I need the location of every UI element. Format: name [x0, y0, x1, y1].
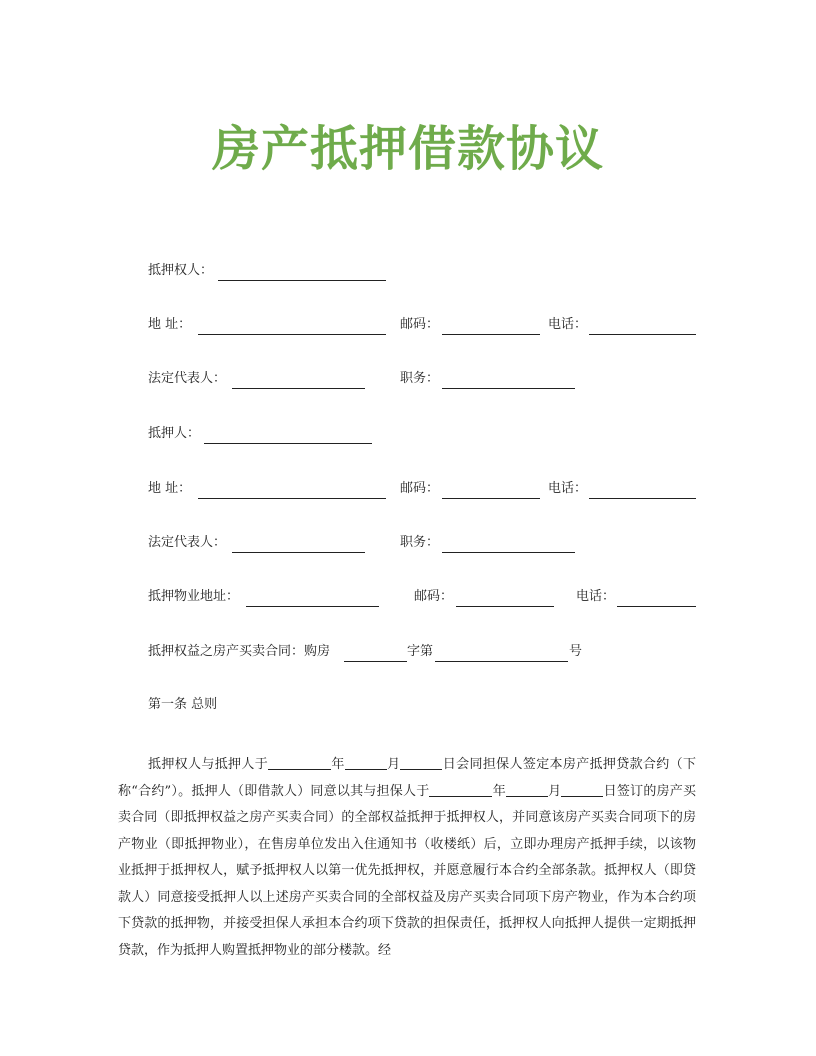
contract-row [148, 642, 708, 662]
mortgagee-position-blank[interactable] [442, 388, 575, 389]
mortgagee-postcode-label: 邮码： [400, 317, 440, 332]
property-address-row [148, 587, 708, 607]
article1-text-3: 月 [386, 757, 401, 772]
mortgagor-postcode-label: 邮码： [400, 481, 440, 496]
article1-text-6: 月 [547, 783, 562, 799]
article1-text-2: 年 [331, 757, 345, 772]
agreement-day-blank[interactable] [400, 755, 442, 770]
agreement-year-blank[interactable] [268, 755, 331, 770]
mortgagor-postcode-blank[interactable] [442, 498, 540, 499]
mortgagor-position-label: 职务： [400, 535, 440, 550]
mortgagee-address-row [148, 315, 708, 335]
article1-text-1: 抵押权人与抵押人于 [148, 757, 269, 772]
mortgagor-rep-blank[interactable] [232, 552, 365, 553]
article1-body [118, 752, 696, 964]
mortgagor-position-blank[interactable] [442, 552, 575, 553]
mortgagee-phone-label: 电话： [548, 317, 588, 332]
agreement-month-blank[interactable] [345, 755, 387, 770]
mortgagee-name-label: 抵押权人： [148, 263, 214, 278]
article1-text-5: 年 [492, 783, 506, 799]
mortgagee-position-label: 职务： [400, 371, 440, 386]
contract-label: 抵押权益之房产买卖合同：购房 [148, 644, 331, 659]
property-address-label: 抵押物业地址： [148, 589, 240, 604]
property-postcode-label: 邮码： [414, 589, 454, 604]
mortgagee-rep-blank[interactable] [232, 388, 365, 389]
property-phone-label: 电话： [576, 589, 616, 604]
purchase-month-blank[interactable] [506, 782, 548, 797]
mortgagee-name-blank[interactable] [218, 280, 386, 281]
mortgagor-address-blank[interactable] [198, 498, 386, 499]
article1-text-7: 日签订的房产买卖合同（即抵押权益之房产买卖合同）的全部权益抵押于抵押权人，并同意该房产买卖合同项下的房产物业（即抵押物业），在售房单位发出入住通知书（收楼纸）后，立即办理房产抵押手续，以该物业抵押于抵押权人，赋予抵押权人以第一优先抵押权，并愿意履行本合约全部条款。抵押权人（即贷款人）同意接受抵押人以上述房产买卖合同的全部权益及房产买卖合同项下房产物业，作为本合约项下贷款的抵押物，并接受担保人承担本合约项下贷款的担保责任，抵押权人向抵押人提供一定期抵押贷款，作为抵押人购置抵押物业的部分楼款。经 [118, 783, 696, 958]
mortgagor-name-label: 抵押人： [148, 426, 201, 441]
contract-end: 号 [569, 644, 583, 659]
mortgagor-phone-label: 电话： [548, 481, 588, 496]
mortgagor-phone-blank[interactable] [589, 498, 696, 499]
article1-text-4: 日会同担保人签定本房产抵押贷款合约（下称“合约”）。抵押人（即借款人）同意以其与担保人于 [118, 757, 696, 799]
mortgagee-address-blank[interactable] [198, 334, 386, 335]
mortgagor-rep-row [148, 533, 708, 553]
purchase-day-blank[interactable] [561, 782, 603, 797]
contract-mid: 字第 [407, 644, 434, 659]
article1-heading: 第一条 总则 [148, 697, 218, 712]
mortgagor-address-label: 地 址： [148, 481, 192, 496]
mortgagor-address-row [148, 479, 708, 499]
mortgagee-postcode-blank[interactable] [442, 334, 540, 335]
contract-number-blank-1[interactable] [344, 661, 407, 662]
purchase-year-blank[interactable] [429, 782, 492, 797]
mortgagee-address-label: 地 址： [148, 317, 192, 332]
property-phone-blank[interactable] [617, 606, 696, 607]
mortgagee-phone-blank[interactable] [589, 334, 696, 335]
document-title: 房产抵押借款协议 [211, 121, 604, 177]
mortgagor-rep-label: 法定代表人： [148, 535, 227, 550]
mortgagee-name-row [148, 261, 708, 281]
mortgagee-rep-row [148, 369, 708, 389]
contract-number-blank-2[interactable] [435, 661, 568, 662]
mortgagee-rep-label: 法定代表人： [148, 371, 227, 386]
mortgagor-name-blank[interactable] [204, 443, 372, 444]
property-address-blank[interactable] [246, 606, 379, 607]
property-postcode-blank[interactable] [456, 606, 554, 607]
mortgagor-name-row [148, 424, 708, 444]
